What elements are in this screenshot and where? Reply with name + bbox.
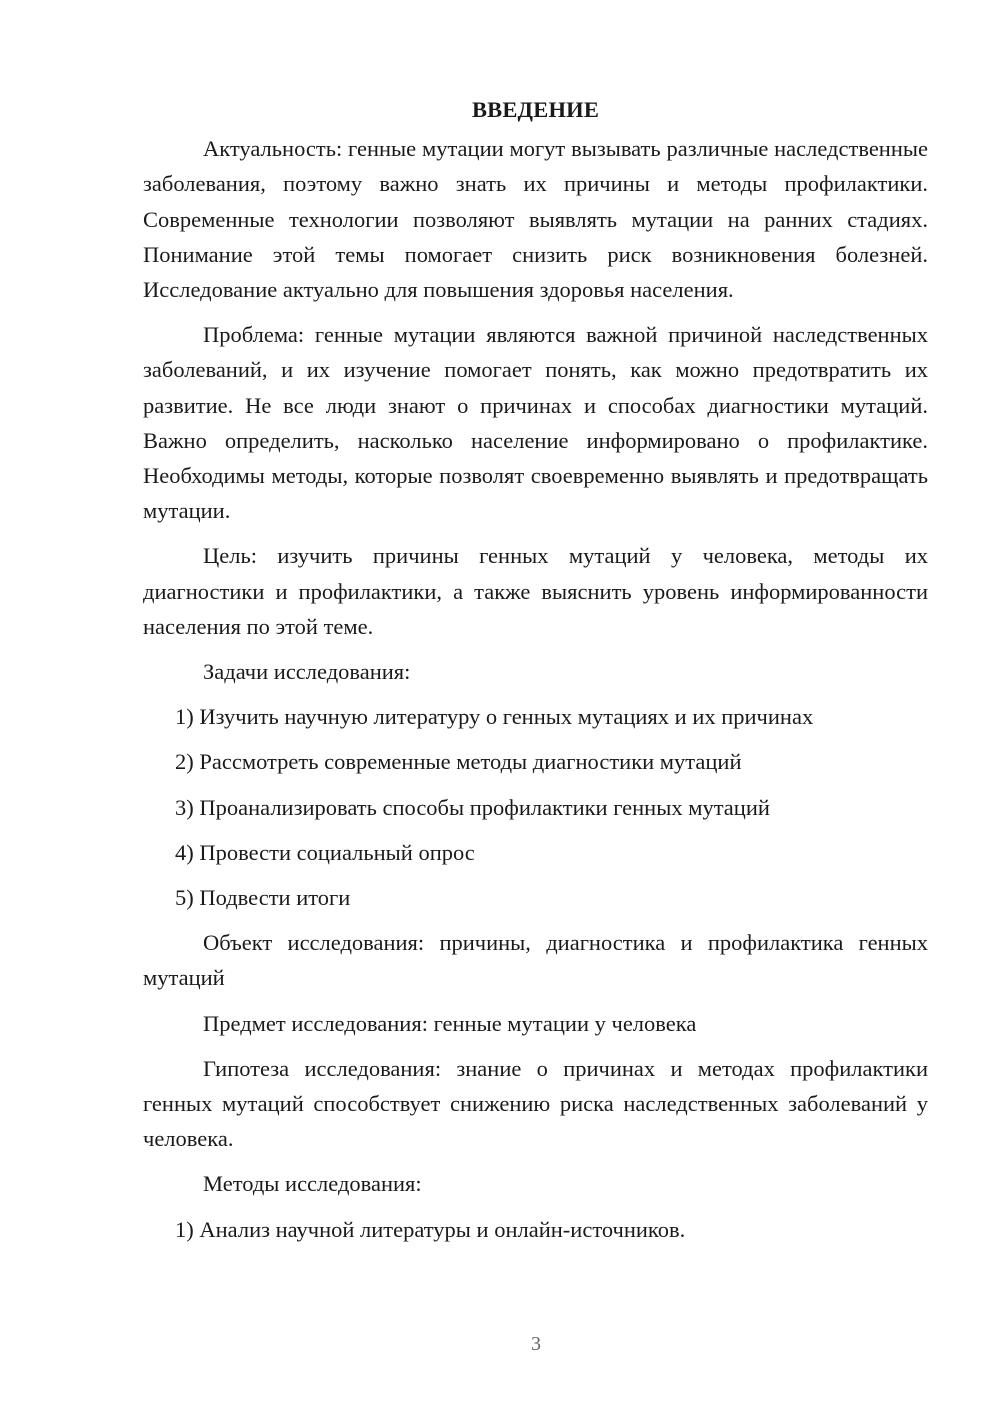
method-item: 1) Анализ научной литературы и онлайн-источников.	[175, 1216, 686, 1242]
task-item: 4) Провести социальный опрос	[175, 839, 475, 865]
goal-paragraph: Цель: изучить причины генных мутаций у человека, методы их диагностики и профилактики, а также выяснить уровень информированности населения по этой теме.	[143, 543, 928, 639]
section-heading: ВВЕДЕНИЕ	[471, 97, 600, 122]
methods-list	[143, 1212, 928, 1247]
page-number: 3	[531, 1333, 541, 1355]
document-body	[143, 92, 928, 1257]
problem-paragraph: Проблема: генные мутации являются важной причиной наследственных заболеваний, и их изучение помогает понять, как можно предотвратить их развитие. Не все люди знают о причинах и способах диагностики мутаций. Важно определить, насколько население информировано о профилактике. Необходимы методы, которые позволят своевременно выявлять и предотвращать мутации.	[143, 322, 928, 524]
task-item: 3) Проанализировать способы профилактики генных мутаций	[175, 794, 770, 820]
object-paragraph: Объект исследования: причины, диагностика и профилактика генных мутаций	[143, 930, 928, 991]
hypothesis-paragraph: Гипотеза исследования: знание о причинах и методах профилактики генных мутаций способствует снижению риска наследственных заболеваний у человека.	[143, 1055, 928, 1152]
methods-title: Методы исследования:	[203, 1171, 422, 1197]
task-item: 2) Рассмотреть современные методы диагностики мутаций	[175, 749, 742, 775]
tasks-list	[143, 699, 928, 915]
subject-paragraph: Предмет исследования: генные мутации у человека	[203, 1010, 697, 1036]
task-item: 1) Изучить научную литературу о генных мутациях и их причинах	[175, 704, 814, 730]
task-item: 5) Подвести итоги	[175, 885, 351, 911]
relevance-paragraph: Актуальность: генные мутации могут вызывать различные наследственные заболевания, поэтому важно знать их причины и методы профилактики. Современные технологии позволяют выявлять мутации на ранних стадиях. Понимание этой темы помогает снизить риск возникновения болезней. Исследование актуально для повышения здоровья населения.	[143, 136, 928, 303]
tasks-title: Задачи исследования:	[203, 659, 411, 685]
